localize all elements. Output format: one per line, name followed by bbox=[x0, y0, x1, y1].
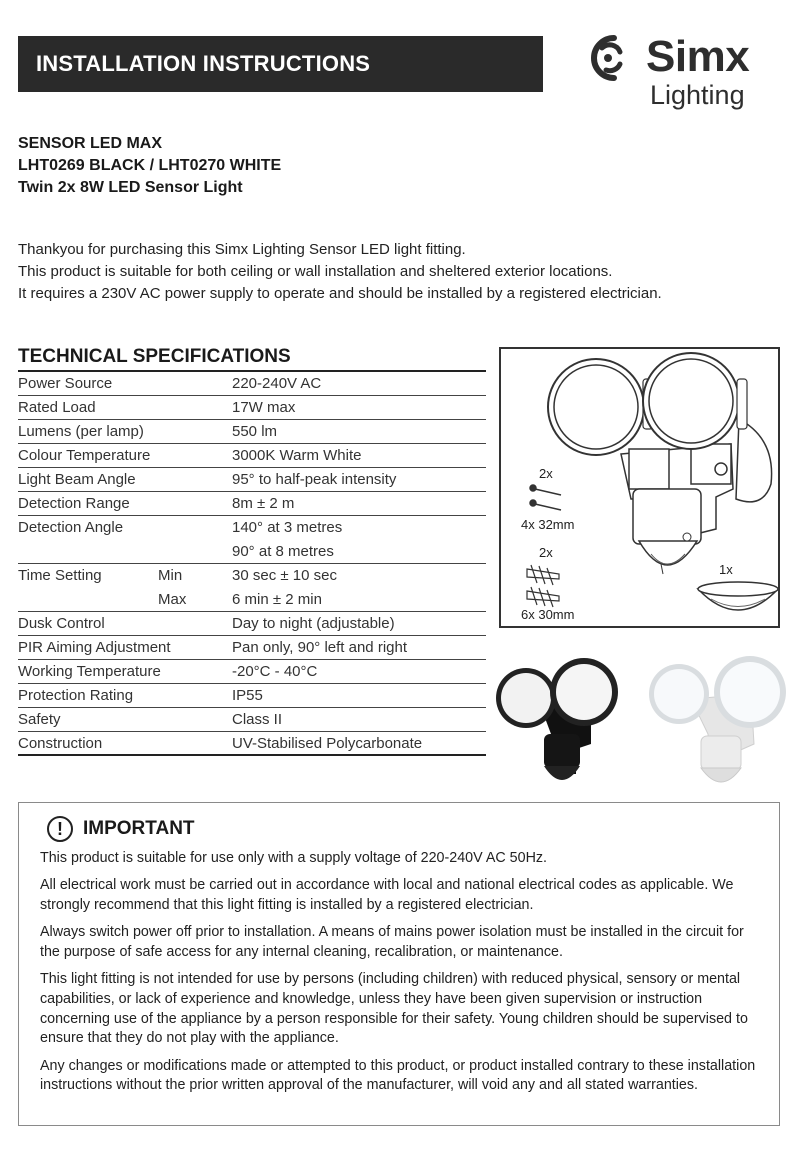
spec-label: Power Source bbox=[18, 375, 113, 392]
product-models: LHT0269 BLACK / LHT0270 WHITE bbox=[18, 157, 282, 174]
spec-row bbox=[18, 612, 486, 636]
spec-value: 95° to half-peak intensity bbox=[232, 471, 397, 488]
spec-label: Working Temperature bbox=[18, 663, 161, 680]
important-paragraph: All electrical work must be carried out in accordance with local and national electrical codes as applicable. We strongly recommend that this light fitting is installed by a registered electrician. bbox=[40, 877, 734, 913]
spec-value: 8m ± 2 m bbox=[232, 495, 295, 512]
simx-logo-icon bbox=[584, 34, 632, 82]
product-photos bbox=[496, 654, 790, 790]
important-paragraph: Always switch power off prior to installation. A means of mains power isolation must be installed in the circuit for the purpose of safe access for any internal cleaning, recalibration, or maintenance. bbox=[40, 924, 744, 960]
important-body bbox=[40, 849, 760, 1104]
important-paragraph: This light fitting is not intended for use by persons (including children) with reduced physical, sensory or mental capabilities, or lack of experience and knowledge, unless they have been given supervision or instruction concerning use of the appliance by a person responsible for their safety. Young children should be supervised to ensure that they do not play with the appliance. bbox=[40, 971, 748, 1047]
specs-title: TECHNICAL SPECIFICATIONS bbox=[18, 346, 291, 367]
parts-diagram bbox=[499, 347, 780, 628]
cover-quantity: 1x bbox=[719, 562, 733, 577]
spec-value: 550 lm bbox=[232, 423, 278, 440]
wall-mount-plate bbox=[736, 419, 772, 502]
spec-value: Pan only, 90° left and right bbox=[232, 639, 407, 656]
spec-row bbox=[18, 540, 486, 564]
important-paragraph: This product is suitable for use only with a supply voltage of 220-240V AC 50Hz. bbox=[40, 850, 548, 866]
spec-value: 90° at 8 metres bbox=[232, 543, 334, 560]
spec-row bbox=[18, 684, 486, 708]
spec-value: 3000K Warm White bbox=[232, 447, 362, 464]
sensor-cover-icon bbox=[698, 582, 778, 610]
important-notice bbox=[18, 802, 780, 1126]
spec-value: 6 min ± 2 min bbox=[232, 591, 322, 608]
spec-label: Protection Rating bbox=[18, 687, 134, 704]
spec-row bbox=[18, 468, 486, 492]
spec-row bbox=[18, 660, 486, 684]
product-description: Twin 2x 8W LED Sensor Light bbox=[18, 179, 243, 196]
screw-icon bbox=[530, 485, 561, 510]
spec-label: Dusk Control bbox=[18, 615, 105, 632]
plugs-size: 6x 30mm bbox=[521, 607, 575, 622]
spec-label: Light Beam Angle bbox=[18, 471, 136, 488]
spec-value: 17W max bbox=[232, 399, 296, 416]
brand-name: Simx bbox=[646, 32, 750, 81]
spec-label bbox=[18, 540, 232, 563]
wall-plug-icon bbox=[527, 565, 559, 607]
spec-row bbox=[18, 396, 486, 420]
intro-line: This product is suitable for both ceiling or wall installation and sheltered exterior locations. bbox=[18, 263, 613, 280]
spec-sublabel: Min bbox=[158, 567, 183, 584]
spec-row bbox=[18, 492, 486, 516]
spec-label: Lumens (per lamp) bbox=[18, 423, 144, 440]
spec-row bbox=[18, 564, 486, 588]
spec-value: 30 sec ± 10 sec bbox=[232, 567, 337, 584]
spec-row bbox=[18, 372, 486, 396]
spec-value: 220-240V AC bbox=[232, 375, 322, 392]
warning-icon: ! bbox=[47, 816, 73, 842]
spec-row bbox=[18, 636, 486, 660]
spec-label: Construction bbox=[18, 735, 103, 752]
spec-value: UV-Stabilised Polycarbonate bbox=[232, 735, 423, 752]
sensor-dome bbox=[639, 541, 697, 565]
intro-line: Thankyou for purchasing this Simx Lighting Sensor LED light fitting. bbox=[18, 241, 466, 258]
brand-subtitle: Lighting bbox=[650, 80, 745, 110]
page-title-banner: INSTALLATION INSTRUCTIONS bbox=[18, 36, 543, 92]
important-title: IMPORTANT bbox=[83, 818, 195, 839]
spec-row bbox=[18, 420, 486, 444]
intro-line: It requires a 230V AC power supply to operate and should be installed by a registered electrician. bbox=[18, 285, 662, 302]
spec-row bbox=[18, 708, 486, 732]
spec-label: Detection Range bbox=[18, 495, 130, 512]
adjust-screw bbox=[715, 463, 727, 475]
spec-sublabel: Max bbox=[158, 591, 187, 608]
screws-quantity: 2x bbox=[539, 466, 553, 481]
spec-row bbox=[18, 444, 486, 468]
plugs-quantity: 2x bbox=[539, 545, 553, 560]
black-light-photo bbox=[496, 658, 618, 780]
specs-table bbox=[18, 370, 486, 756]
spec-label: Time Setting bbox=[18, 567, 102, 584]
brand-logo bbox=[584, 32, 774, 112]
product-heading bbox=[18, 133, 281, 199]
spec-value: Class II bbox=[232, 711, 283, 728]
spec-value: -20°C - 40°C bbox=[232, 663, 318, 680]
spec-label: PIR Aiming Adjustment bbox=[18, 639, 171, 656]
spec-value: Day to night (adjustable) bbox=[232, 615, 395, 632]
intro-text bbox=[18, 239, 662, 305]
spec-label: Safety bbox=[18, 711, 61, 728]
spec-row bbox=[18, 588, 486, 612]
white-light-photo bbox=[649, 656, 786, 782]
spec-label: Detection Angle bbox=[18, 519, 124, 536]
product-name: SENSOR LED MAX bbox=[18, 135, 163, 152]
important-paragraph: Any changes or modifications made or attempted to this product, or product installed contrary to these installation instructions without the prior written approval of the manufacturer, will void any and all stated warranties. bbox=[40, 1057, 756, 1094]
spec-value: 140° at 3 metres bbox=[232, 519, 343, 536]
joint-block-left bbox=[629, 449, 669, 489]
spec-row bbox=[18, 516, 486, 540]
spec-label: Colour Temperature bbox=[18, 447, 151, 464]
spec-label: Rated Load bbox=[18, 399, 96, 416]
important-heading bbox=[47, 816, 195, 842]
light-fixture-drawing bbox=[501, 349, 778, 626]
spec-label bbox=[18, 588, 158, 611]
spec-value: IP55 bbox=[232, 687, 263, 704]
screws-size: 4x 32mm bbox=[521, 517, 575, 532]
spec-row bbox=[18, 732, 486, 756]
